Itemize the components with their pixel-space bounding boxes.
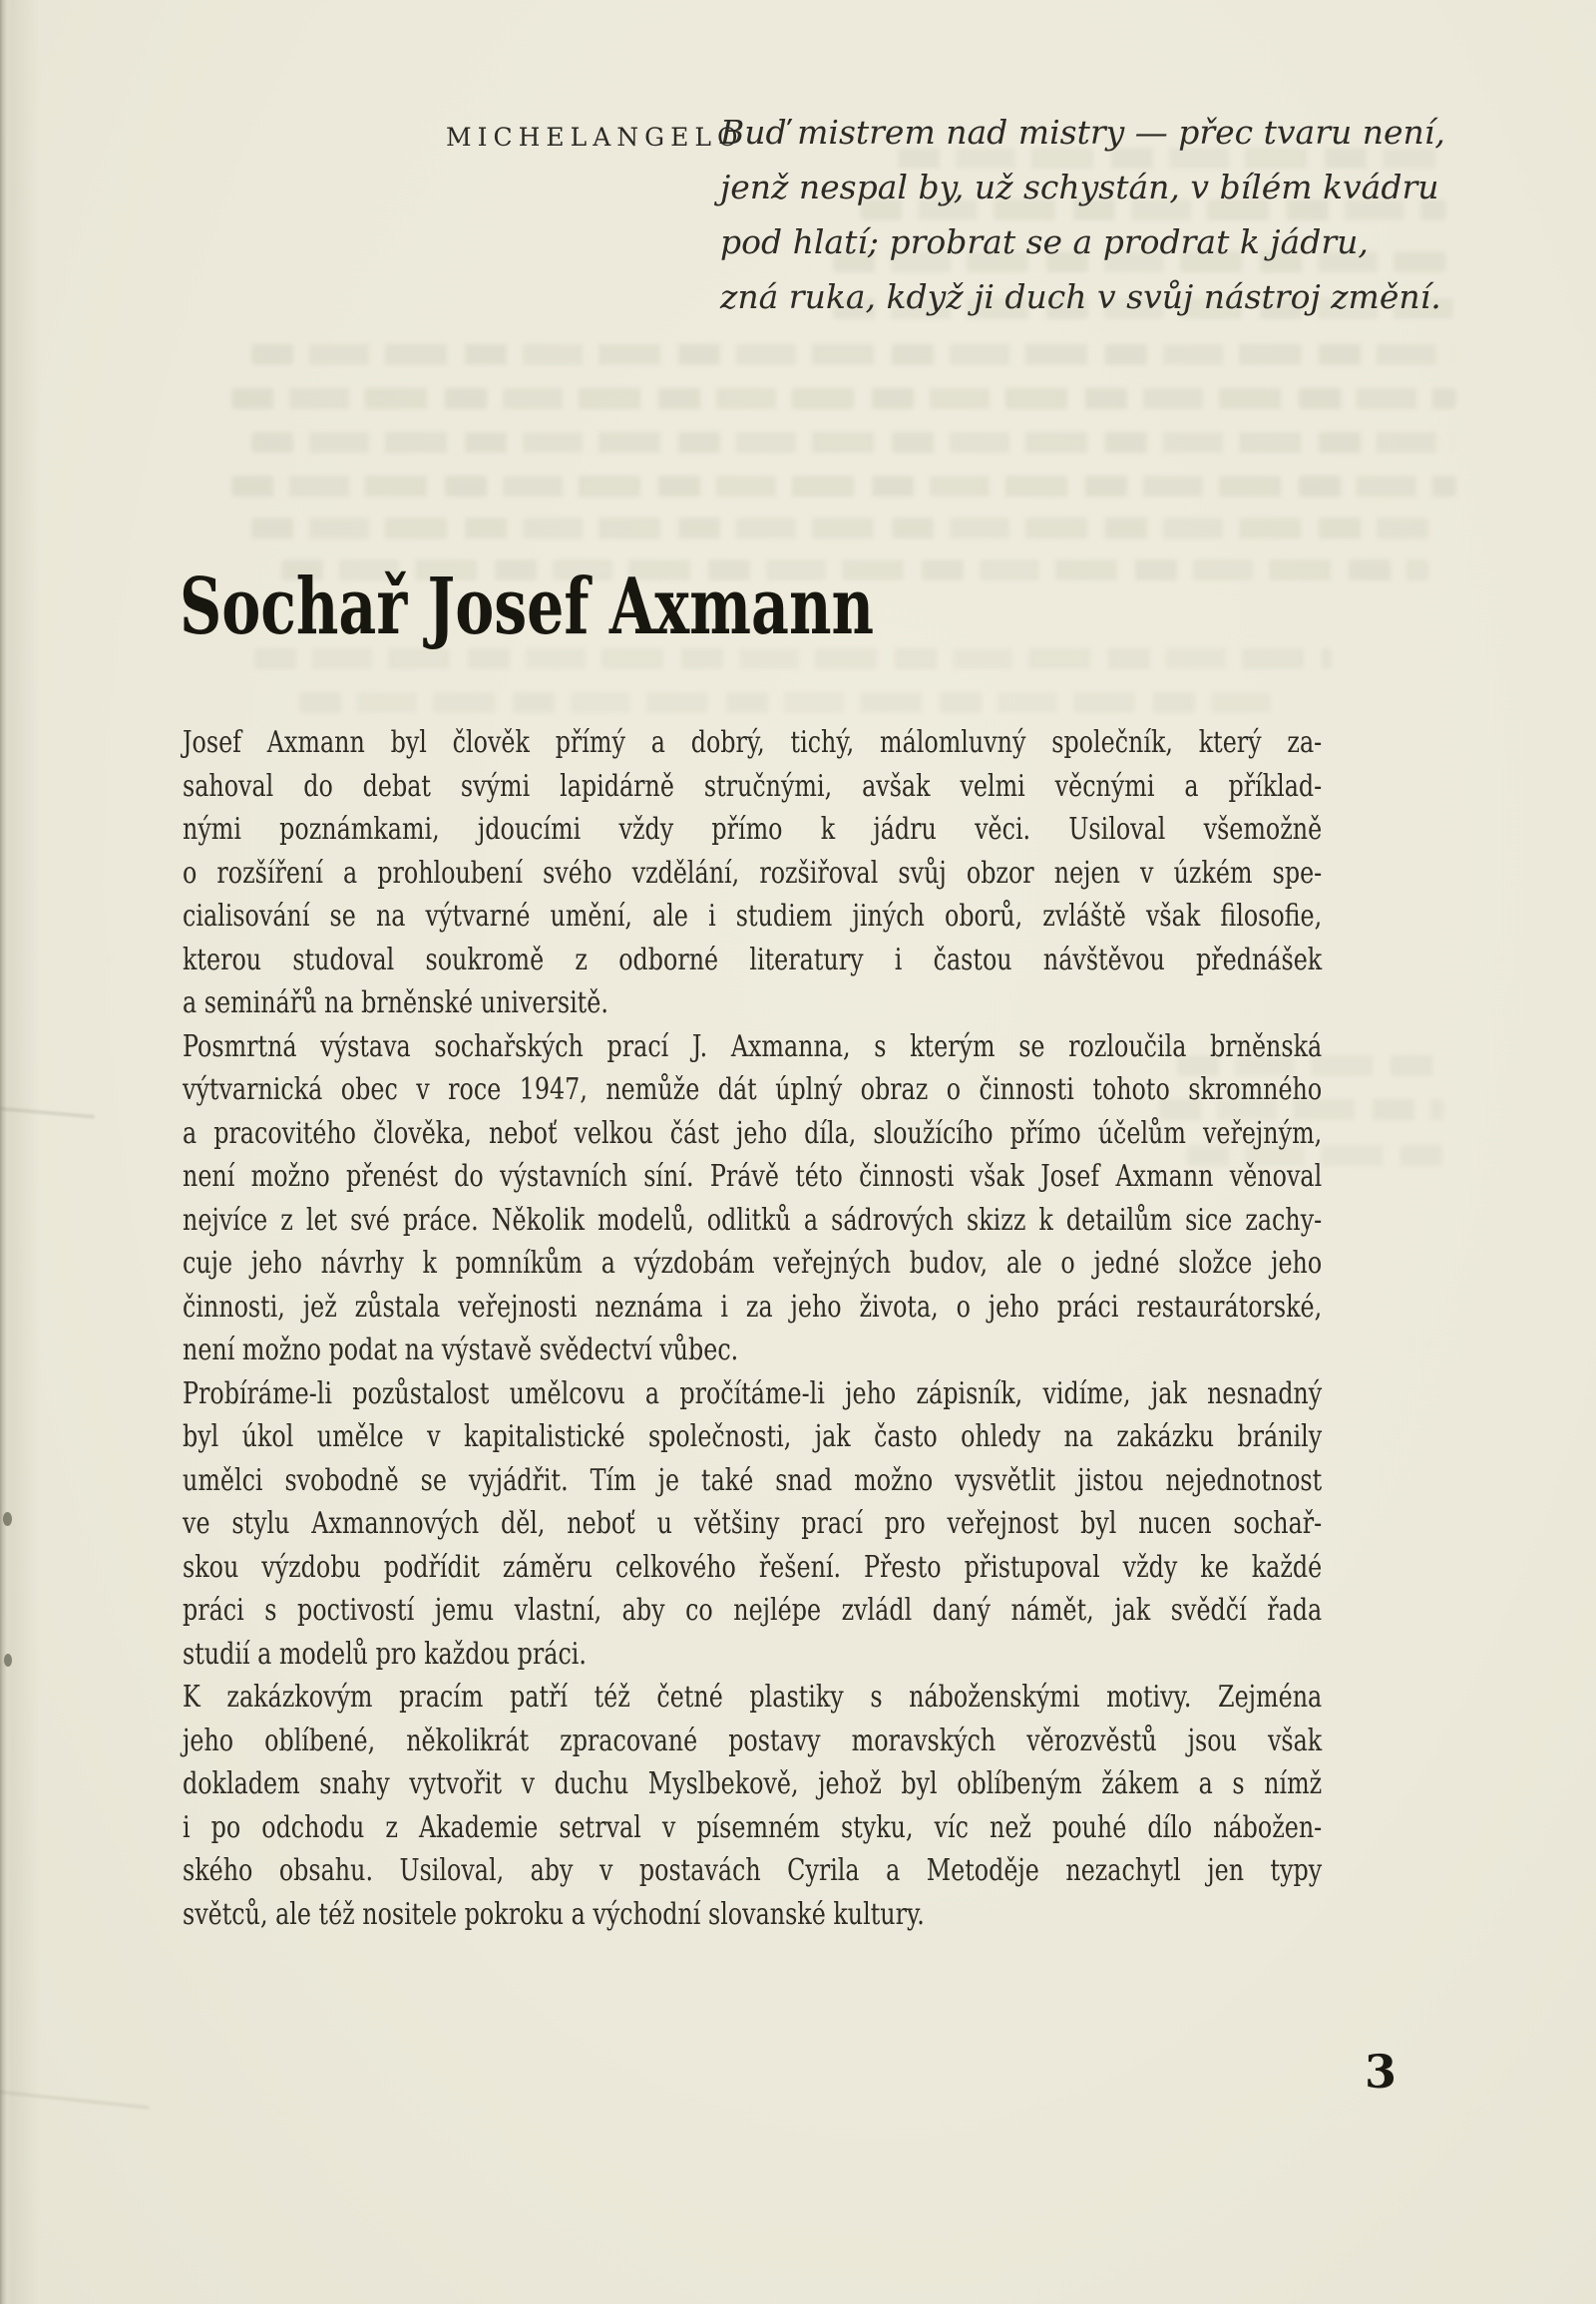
text-line: Posmrtná výstava sochařských prací J. Axmanna, s kterým se rozloučila brněnská: [183, 1028, 1323, 1064]
show-through-line: [299, 692, 1287, 713]
show-through-line: [231, 476, 1456, 497]
show-through-line: [231, 388, 1456, 409]
text-line: dokladem snahy vytvořit v duchu Myslbekově, jehož byl oblíbeným žákem a s nímž: [183, 1766, 1323, 1801]
attribution-label: MICHELANGELO: [446, 123, 744, 152]
binding-speck: [4, 1654, 12, 1667]
text-line: studií a modelů pro každou práci.: [183, 1636, 587, 1672]
text-line: ve stylu Axmannových děl, neboť u většiny prací pro veřejnost byl nucen sochař-: [183, 1506, 1323, 1541]
paragraph: [183, 1372, 1322, 1677]
text-line: umělci svobodně se vyjádřit. Tím je také snad možno vysvětlit jistou nejednotnost: [183, 1462, 1323, 1498]
article-body: [183, 721, 1322, 1936]
text-line: cialisování se na výtvarné umění, ale i studiem jiných oborů, zvláště však filosofie,: [183, 899, 1323, 934]
text-line: cuje jeho návrhy k pomníkům a výzdobám veřejných budov, ale o jedné složce jeho: [183, 1246, 1323, 1281]
page-number: 3: [1365, 2045, 1397, 2099]
text-line: jeho oblíbené, několikrát zpracované postavy moravských věrozvěstů jsou však: [183, 1723, 1323, 1758]
text-line: kterou studoval soukromě z odborné literatury i častou návštěvou přednášek: [183, 942, 1323, 977]
poem-line: jenž nespal by, už schystán, v bílém kvádru: [720, 168, 1439, 206]
paragraph: [183, 1676, 1322, 1936]
poem-line: Buď mistrem nad mistry — přec tvaru není,: [720, 113, 1445, 152]
text-line: Josef Axmann byl člověk přímý a dobrý, tichý, málomluvný společník, který za-: [183, 725, 1323, 760]
paragraph: [183, 721, 1322, 1025]
text-line: světců, ale též nositele pokroku a východní slovanské kultury.: [183, 1896, 925, 1932]
text-line: práci s poctivostí jemu vlastní, aby co nejlépe zvládl daný námět, jak svědčí řada: [183, 1593, 1323, 1628]
show-through-line: [251, 432, 1453, 453]
text-line: není možno podat na výstavě svědectví vůbec.: [183, 1333, 739, 1367]
text-line: i po odchodu z Akademie setrval v písemném styku, víc než pouhé dílo nábožen-: [183, 1809, 1323, 1845]
text-line: skou výzdobu podřídit záměru celkového řešení. Přesto přistupoval vždy ke každé: [183, 1549, 1323, 1585]
text-line: činnosti, jež zůstala veřejnosti neznáma i za jeho života, o jeho práci restaurátorské,: [183, 1289, 1323, 1325]
text-line: sahoval do debat svými lapidárně stručnými, avšak velmi věcnými a příklad-: [183, 768, 1323, 804]
text-line: nejvíce z let své práce. Několik modelů, odlitků a sádrových skizz k detailům sice zachy-: [183, 1202, 1323, 1238]
page-left-edge: [0, 0, 12, 2304]
text-line: výtvarnická obec v roce 1947, nemůže dát úplný obraz o činnosti tohoto skromného: [183, 1072, 1323, 1107]
text-line: K zakázkovým pracím patří též četné plastiky s náboženskými motivy. Zejména: [183, 1680, 1323, 1715]
epigraph-poem: [720, 105, 1445, 324]
text-line: Probíráme-li pozůstalost umělcovu a pročítáme-li jeho zápisník, vidíme, jak nesnadný: [183, 1375, 1323, 1411]
text-line: o rozšíření a prohloubení svého vzdělání, rozšiřoval svůj obzor nejen v úzkém spe-: [183, 855, 1323, 891]
poem-line: zná ruka, když ji duch v svůj nástroj změní.: [720, 277, 1441, 316]
text-line: byl úkol umělce v kapitalistické společnosti, jak často ohledy na zakázku bránily: [183, 1419, 1323, 1454]
text-line: a seminářů na brněnské universitě.: [183, 985, 608, 1020]
text-line: ského obsahu. Usiloval, aby v postavách Cyrila a Metoděje nezachytl jen typy: [183, 1853, 1323, 1888]
poem-line: pod hlatí; probrat se a prodrat k jádru,: [720, 222, 1369, 261]
show-through-line: [251, 518, 1428, 539]
text-line: a pracovitého člověka, neboť velkou část jeho díla, sloužícího přímo účelům veřejným,: [183, 1115, 1323, 1151]
paragraph: [183, 1025, 1322, 1372]
binding-speck: [3, 1512, 12, 1526]
text-line: není možno přenést do výstavních síní. Právě této činnosti však Josef Axmann věnoval: [183, 1159, 1323, 1194]
text-line: nými poznámkami, jdoucími vždy přímo k jádru věci. Usiloval všemožně: [183, 812, 1323, 847]
article-title: Sochař Josef Axmann: [180, 562, 875, 652]
show-through-line: [251, 344, 1453, 365]
